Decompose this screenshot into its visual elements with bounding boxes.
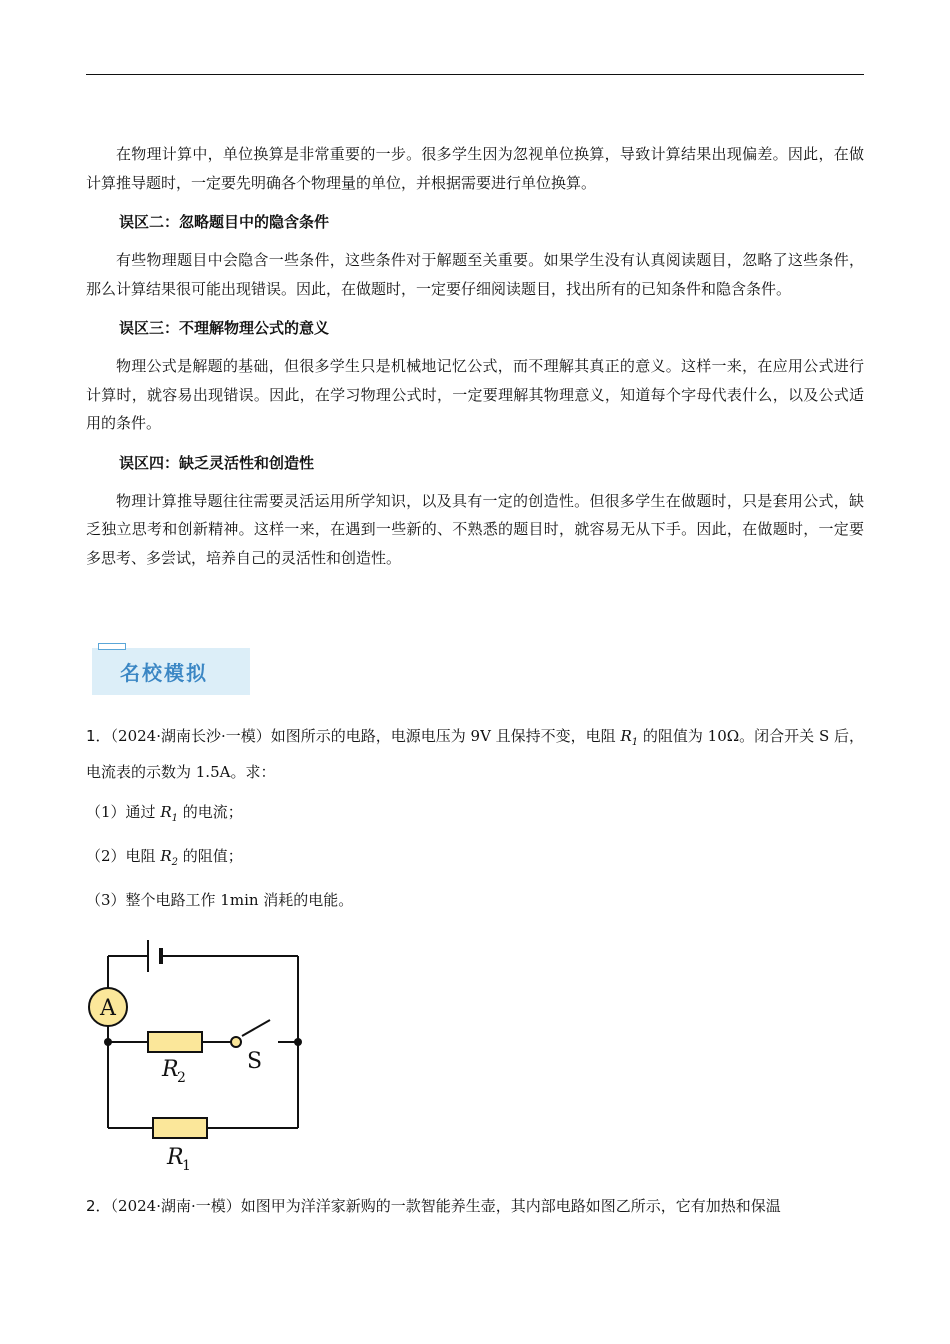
r1-label: R <box>167 1145 184 1170</box>
banner-tab-decoration <box>98 643 126 650</box>
article-body <box>86 140 864 583</box>
r2-label: R <box>162 1057 179 1082</box>
subquestion-2-sub: 2 <box>171 857 178 868</box>
question-2 <box>86 1192 864 1221</box>
question-1-r1: R <box>620 727 632 745</box>
paragraph-flexibility: 物理计算推导题往往需要灵活运用所学知识，以及具有一定的创造性。但很多学生在做题时，只是套用公式，缺乏独立思考和创新精神。这样一来，在遇到一些新的、不熟悉的题目时，就容易无从下手。因此，在做题时，一定要多思考、多尝试，培养自己的灵活性和创造性。 <box>86 491 864 567</box>
subquestion-1-r: R <box>160 803 172 821</box>
switch-blade <box>242 1020 270 1036</box>
question-1-text-a: （2024·湖南长沙·一模）如图所示的电路，电源电压为 9V 且保持不变，电阻 <box>110 727 621 745</box>
subquestion-2-text-b: 的阻值； <box>177 847 243 865</box>
heading-mistake-2: 误区二：忽略题目中的隐含条件 <box>119 213 330 231</box>
subquestion-1-text-b: 的电流； <box>177 803 243 821</box>
resistor-r2 <box>148 1032 202 1052</box>
circuit-diagram <box>86 930 316 1175</box>
battery-icon <box>148 940 161 972</box>
question-1-text-b: 的阻值为 10Ω。闭合开关 S 后，电流表的示数为 1.5A。求： <box>86 727 864 781</box>
paragraph-hidden-conditions: 有些物理题目中会隐含一些条件，这些条件对于解题至关重要。如果学生没有认真阅读题目，忽略了这些条件，那么计算结果很可能出现错误。因此，在做题时，一定要仔细阅读题目，找出所有的已知条件和隐含条件。 <box>86 251 864 298</box>
question-2-number: 2． <box>86 1197 111 1215</box>
subquestion-2-r: R <box>160 847 172 865</box>
heading-mistake-3: 误区三：不理解物理公式的意义 <box>119 319 330 337</box>
question-1 <box>86 722 864 786</box>
paragraph-formula-meaning: 物理公式是解题的基础，但很多学生只是机械地记忆公式，而不理解其真正的意义。这样一来，在应用公式进行计算时，就容易出现错误。因此，在学习物理公式时，一定要理解其物理意义，知道每个字母代表什么，以及公式适用的条件。 <box>86 357 864 432</box>
heading-mistake-4: 误区四：缺乏灵活性和创造性 <box>119 453 315 472</box>
subquestion-1-sub: 1 <box>171 813 178 824</box>
subquestion-1 <box>86 798 243 833</box>
junction-left <box>104 1038 112 1046</box>
switch-pivot <box>231 1037 241 1047</box>
subquestion-3: （3）整个电路工作 1min 消耗的电能。 <box>86 891 354 909</box>
junction-right <box>294 1038 302 1046</box>
ammeter-label: A <box>100 996 116 1021</box>
switch-label: S <box>247 1049 263 1074</box>
question-2-text: （2024·湖南·一模）如图甲为洋洋家新购的一款智能养生壶，其内部电路如图乙所示，它有加热和保温 <box>110 1197 781 1215</box>
question-1-number: 1． <box>86 727 111 745</box>
resistor-r1 <box>153 1118 207 1138</box>
subquestion-2-text-a: （2）电阻 <box>86 847 161 865</box>
question-1-r1-sub: 1 <box>631 737 639 748</box>
subquestion-2 <box>86 842 243 877</box>
paragraph-unit-conversion: 在物理计算中，单位换算是非常重要的一步。很多学生因为忽视单位换算，导致计算结果出现偏差。因此，在做计算推导题时，一定要先明确各个物理量的单位，并根据需要进行单位换算。 <box>86 145 864 192</box>
section-banner <box>92 643 250 695</box>
subquestion-1-text-a: （1）通过 <box>86 803 161 821</box>
r1-label-sub: 1 <box>182 1158 191 1174</box>
header-rule <box>86 74 864 75</box>
banner-title: 名校模拟 <box>120 661 208 685</box>
r2-label-sub: 2 <box>177 1070 186 1086</box>
